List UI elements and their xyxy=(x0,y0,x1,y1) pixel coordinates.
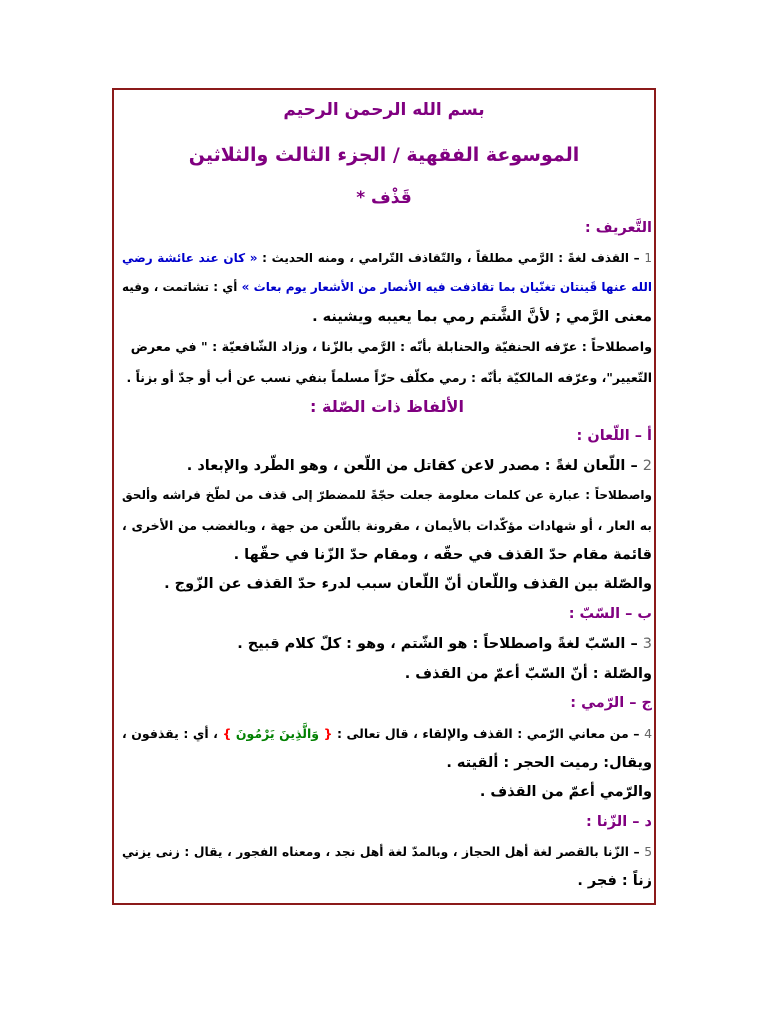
body-text-line: والرّمي أعمّ من القذف . xyxy=(479,784,652,801)
hadith-quote: « كان عند عائشة رضي xyxy=(122,250,258,265)
verse-bracket-close: } xyxy=(222,725,232,741)
entry-title: قَذْف * xyxy=(356,188,412,208)
body-text: ، أي : يقذفون ، xyxy=(122,725,218,741)
body-text: – من معاني الرّمي : القذف والإلقاء ، قال تعالى : xyxy=(337,725,640,741)
subsection-heading-ramy: ج – الرّمي : xyxy=(570,695,652,712)
body-text-line: واصطلاحاً : عرّفه الحنفيّة والحنابلة بأنّه : الرَّمي بالزّنا ، وزاد الشّافعيّة : " في معرض xyxy=(130,339,652,355)
body-text-line xyxy=(122,452,652,482)
encyclopedia-source-title: الموسوعة الفقهية / الجزء الثالث والثلاثين xyxy=(188,144,580,166)
body-text-line: والصّلة : أنّ السّبّ أعمّ من القذف . xyxy=(404,665,652,682)
subsection-heading-sabb: ب – السّبّ : xyxy=(568,606,652,623)
body-text-line: والصّلة بين القذف واللّعان أنّ اللّعان سبب لدرء حدّ القذف عن الزّوج . xyxy=(164,576,652,593)
body-text-line: ويقال: رميت الحجر : ألقيته . xyxy=(446,754,652,771)
body-text-line: به العار ، أو شهادات مؤكّدات بالأيمان ، مقرونة باللّعن من جهة ، وبالغضب من الأخرى ، xyxy=(122,518,652,534)
subsection-heading-lian: أ – اللّعان : xyxy=(576,427,652,444)
verse-bracket-open: { xyxy=(323,725,333,741)
paragraph-number: 4 xyxy=(644,725,653,741)
paragraph-number: 3 xyxy=(642,635,652,652)
section-heading-definition: التَّعريف : xyxy=(584,220,652,236)
paragraph-number: 2 xyxy=(642,457,652,474)
body-text-line: قائمة مقام حدّ القذف في حقّه ، ومقام حدّ الزّنا في حقّها . xyxy=(233,546,652,563)
body-text: – السّبّ لغةً واصطلاحاً : هو الشّتم ، وهو : كلّ كلام قبيح . xyxy=(237,635,638,652)
body-text-line xyxy=(122,719,652,749)
body-text-line xyxy=(122,273,652,303)
hadith-quote: الله عنها قَينتان تغنّيان بما تقاذفت فيه الأنصار من الأشعار يوم بعاث » xyxy=(241,280,652,295)
body-text-line xyxy=(122,244,652,274)
section-heading-related-terms: الألفاظ ذات الصّلة : xyxy=(310,397,464,417)
body-text-line: التّعيير"، وعرّفه المالكيّة بأنّه : رمي مكلّف حرّاً مسلماً بنفي نسب عن أب أو جدّ أو بزناً . xyxy=(126,369,652,385)
article-body xyxy=(122,214,652,897)
body-text-line: معنى الرَّمي ; لأنَّ الشَّتم رمي بما يعيبه ويشينه . xyxy=(312,309,652,326)
paragraph-number: 1 xyxy=(644,250,652,265)
body-text: – القذف لغةً : الرَّمي مطلقاً ، والتّقاذف التّرامي ، ومنه الحديث : xyxy=(262,250,640,265)
subsection-heading-zina: د – الزّنا : xyxy=(586,814,652,831)
body-text: – اللّعان لغةً : مصدر لاعن كقاتل من اللّعن ، وهو الطّرد والإبعاد . xyxy=(186,457,638,474)
body-text: – الزّنا بالقصر لغة أهل الحجاز ، وبالمدّ لغة أهل نجد ، ومعناه الفجور ، يقال : زنى يزني xyxy=(122,844,640,859)
paragraph-number: 5 xyxy=(644,844,653,859)
body-text-line: واصطلاحاً : عبارة عن كلمات معلومة جعلت حجّةً للمضطرّ إلى قذف من لطّخ فراشه وألحق xyxy=(122,488,652,503)
body-text-line xyxy=(122,630,652,660)
body-text-line xyxy=(122,838,652,868)
body-text: أي : تشاتمت ، وفيه xyxy=(122,280,238,295)
basmala-title: بسم الله الرحمن الرحيم xyxy=(283,100,485,120)
body-text-line: زناً : فجر . xyxy=(577,873,652,890)
quran-verse: وَالَّذِينَ يَرْمُونَ xyxy=(235,725,320,741)
